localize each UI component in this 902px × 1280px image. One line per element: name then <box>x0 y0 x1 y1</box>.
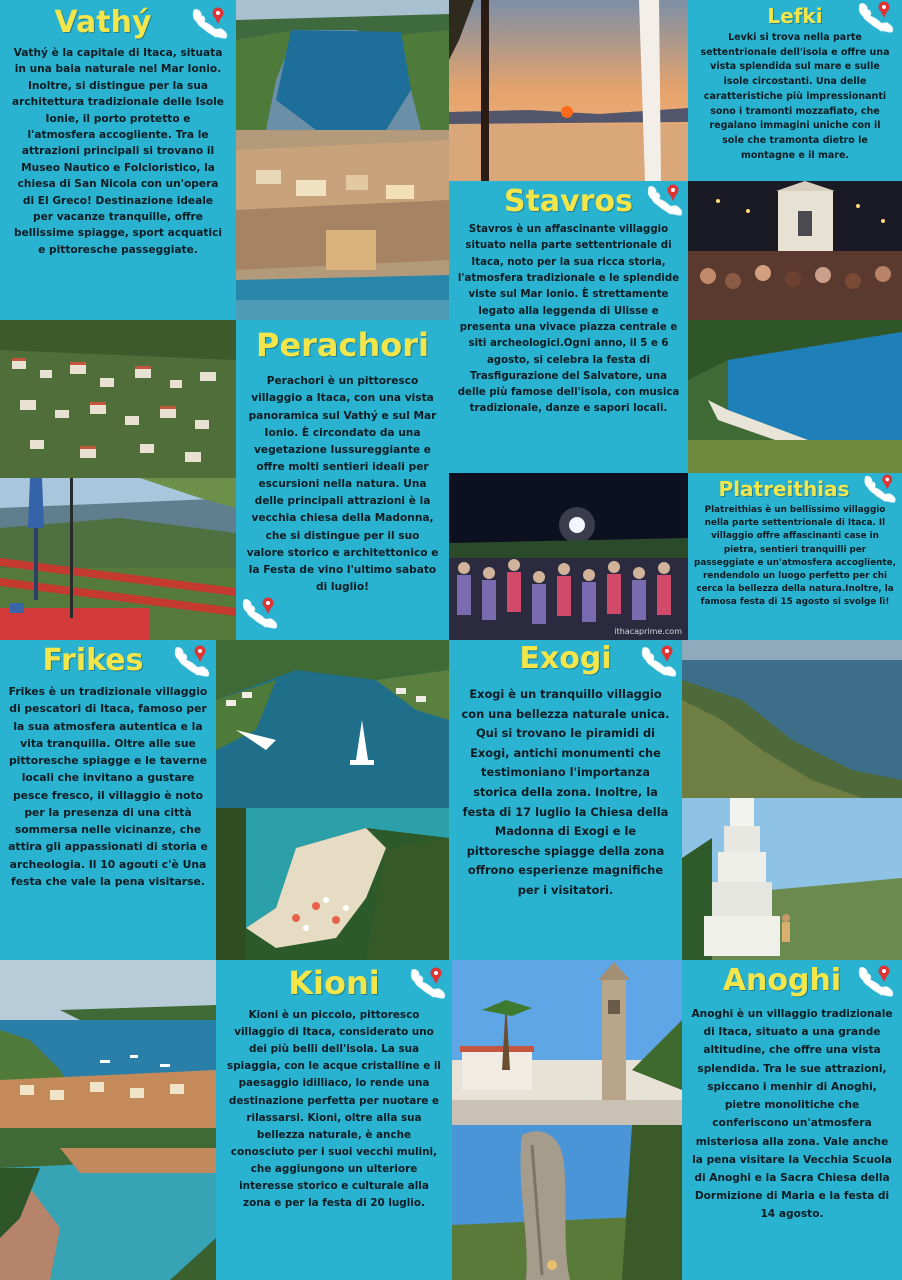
kioni-harbor-photo <box>0 1128 216 1280</box>
ithaca-map-pin-icon <box>637 644 681 678</box>
exogi-coast-photo <box>682 640 902 798</box>
exogi-title: Exogi <box>519 641 612 676</box>
photo-credit: ithacaprime.com <box>614 627 682 636</box>
lefki-sunset-photo <box>449 0 688 181</box>
lefki-text: Levki si trova nella parte settentrionale dell'isola e offre una vista splendida sul mare e sulle isole circostanti. Una delle caratteristiche più impressionanti sono i tramonti mozzafiato, che regalano immagini uniche con il sole che tramonta dietro le montagne e il mare. <box>700 32 890 161</box>
stavros-festival-photo <box>688 181 902 320</box>
exogi-text: Exogi è un tranquillo villaggio con una bellezza naturale unica. Qui si trovano le piramidi di Exogi, antichi monumenti che testimoniano l'importanza storica della zona. Inoltre, la festa di 17 luglio la Chiesa della Madonna di Exogi e le pittoresche spiagge della zona offrono esperienze magnifiche per i visitatori. <box>461 687 670 898</box>
stavros-title: Stavros <box>503 184 633 219</box>
frikes-beach-photo <box>216 808 449 960</box>
kioni-card <box>216 960 452 1280</box>
perachori-title: Perachori <box>255 326 429 364</box>
frikes-card <box>0 640 216 960</box>
anoghi-text: Anoghi è un villaggio tradizionale di Itaca, situato a una grande altitudine, che offre una vista splendida. Tra le sue attrazioni, spiccano i menhir di Anoghi, pietre monolitiche che conferiscono un'atmosfera misteriosa alla zona. Vale anche la pena visitare la Vecchia Scuola di Anoghi e la Sacra Chiesa della Dormizione di Maria e la festa di 14 agosto. <box>691 1008 893 1221</box>
anoghi-menhir-photo <box>452 1125 682 1280</box>
kioni-title: Kioni <box>288 964 380 1002</box>
kioni-text: Kioni è un piccolo, pittoresco villaggio di Itaca, considerato uno dei più belli dell'isola. La sua spiaggia, con le acque cristalline e il paesaggio idilliaco, lo rende una destinazione perfetta per nuotare e rilassarsi. Kioni, oltre alla sua bellezza naturale, è anche conosciuto per i suoi vecchi mulini, che aggiungono un ulteriore interesse storico e culturale alla zona e per la festa di 20 luglio. <box>227 1009 441 1209</box>
vathy-text: Vathý è la capitale di Itaca, situata in una baia naturale nel Mar Ionio. Inoltre, si distingue per la sua architettura tradizionale delle Isole Ionie, il porto protetto e l'atmosfera accogliente. Tra le attrazioni principali si trovano il Museo Nautico e Folcloristico, la chiesa di San Nicola con un'opera di El Greco! Destinazione ideale per vacanze tranquille, offre bellissime spiagge, sport acquatici e pittoresche passeggiate. <box>12 47 224 256</box>
platreithias-title: Platreithias <box>718 477 850 501</box>
ithaca-map-pin-icon <box>854 964 898 998</box>
ithaca-map-pin-icon <box>854 0 898 34</box>
perachori-card <box>236 320 449 640</box>
stavros-dance-photo <box>449 473 688 640</box>
stavros-bay-photo <box>688 320 902 473</box>
anoghi-church-photo <box>452 960 682 1125</box>
lefki-title: Lefki <box>767 4 823 28</box>
platreithias-text: Platreithias è un bellissimo villaggio nella parte settentrionale di Itaca. Il villaggio offre affascinanti case in pietra, sentieri tranquilli per passeggiate e un'atmosfera accogliente, rendendolo un luogo perfetto per chi cerca la bellezza della natura.Inoltre, la famosa festa di 15 agosto si svolge lì! <box>694 505 896 608</box>
frikes-title: Frikes <box>42 643 144 678</box>
vathy-card <box>0 0 236 320</box>
kioni-aerial-photo <box>0 960 216 1128</box>
exogi-card <box>449 640 682 960</box>
ithaca-map-pin-icon <box>643 183 687 217</box>
frikes-text: Frikes è un tradizionale villaggio di pescatori di Itaca, famoso per la sua atmosfera autentica e la vita tranquilla. Oltre alle sue pittoresche spiagge e le taverne locali che invitano a gustare pesce fresco, il villaggio è noto per la presenza di una città sommersa nelle vicinanze, che attira gli appassionati di storia e archeologia. Il 10 agouti c'è Una festa che vale la pena visitarse. <box>8 685 208 888</box>
ithaca-map-pin-icon <box>406 966 450 1000</box>
perachori-village-photo <box>0 320 236 478</box>
stavros-card <box>449 181 688 473</box>
platreithias-card <box>688 473 902 640</box>
lefki-card <box>688 0 902 181</box>
exogi-pyramid-photo <box>682 798 902 960</box>
ithaca-map-pin-icon <box>188 6 232 40</box>
perachori-view-photo <box>0 478 236 640</box>
stavros-text: Stavros è un affascinante villaggio situato nella parte settentrionale di Itaca, noto per la sua ricca storia, l'atmosfera tradizionale e le splendide viste sul Mar Ionio. È strettamente legato alla leggenda di Ulisse e presenta una vivace piazza centrale e siti archeologici.Ogni anno, il 5 e 6 agosto, si celebra la festa di Trasfigurazione del Salvatore, una delle più famose dell'isola, con musica tradizionale, danze e sapori locali. <box>457 224 680 415</box>
ithaca-map-pin-icon <box>170 644 214 678</box>
frikes-harbor-photo <box>216 640 449 808</box>
anoghi-card <box>682 960 902 1280</box>
ithaca-map-pin-icon <box>238 596 282 630</box>
ithaca-map-pin-icon <box>860 473 900 504</box>
vathy-title: Vathý <box>54 5 152 40</box>
anoghi-title: Anoghi <box>722 963 842 998</box>
vathy-bay-photo <box>236 0 449 320</box>
perachori-text: Perachori è un pittoresco villaggio a Itaca, con una vista panoramica sul Vathý e sul Mar Ionio. È circondato da una vegetazione lussureggiante e offre molti sentieri ideali per escursioni nella natura. Una delle principali attrazioni è la vecchia chiesa della Madonna, che si distingue per il suo valore storico e architettonico e la Festa de vino l'ultimo sabato di luglio! <box>246 375 439 594</box>
